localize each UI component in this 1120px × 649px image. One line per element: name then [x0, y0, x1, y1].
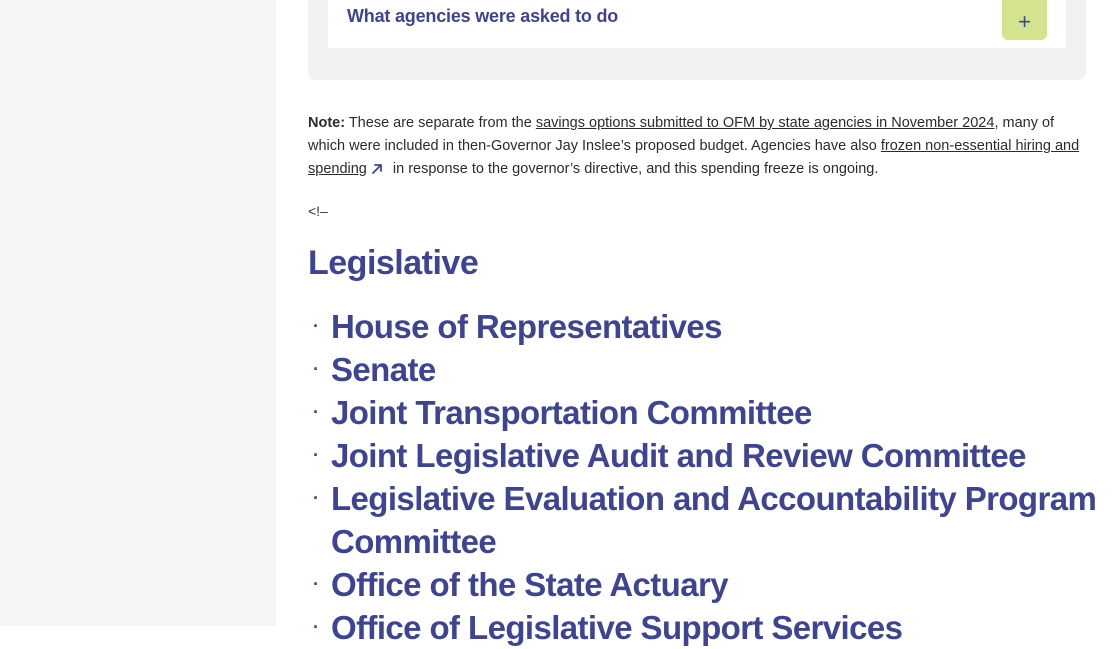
agency-item-jlarc — [308, 434, 1098, 477]
agency-item-leap — [308, 477, 1098, 563]
bullet: · — [313, 617, 319, 637]
agency-list — [308, 305, 1098, 649]
bullet: · — [313, 488, 319, 508]
accordion-title[interactable]: What agencies were asked to do — [347, 6, 619, 26]
comment-artifact: <!– — [308, 203, 328, 219]
accordion-panel — [308, 0, 1086, 80]
hiring-freeze-link[interactable]: frozen non-essential hiring and spending — [308, 138, 1080, 177]
agency-item-olss — [308, 606, 1098, 649]
agency-link[interactable]: Senate — [331, 351, 436, 388]
expand-button[interactable] — [1002, 0, 1047, 40]
legislative-heading: Legislative — [308, 244, 479, 282]
agency-link[interactable]: Office of Legislative Support Services — [331, 609, 903, 646]
main-content — [276, 0, 1120, 646]
bullet: · — [313, 402, 319, 422]
accordion-item[interactable] — [328, 0, 1066, 48]
bullet: · — [313, 359, 319, 379]
agency-link[interactable]: Joint Transportation Committee — [331, 394, 812, 431]
bullet: · — [313, 316, 319, 336]
agency-item-osa — [308, 563, 1098, 606]
agency-link[interactable]: House of Representatives — [331, 308, 722, 345]
external-link-icon[interactable] — [371, 163, 383, 175]
note-paragraph — [308, 112, 1088, 181]
agency-item-jtc — [308, 391, 1098, 434]
bullet: · — [313, 574, 319, 594]
note-text: These are separate from the — [345, 115, 536, 131]
plus-icon: + — [1018, 9, 1031, 34]
note-label: Note: — [308, 115, 346, 131]
bullet: · — [313, 445, 319, 465]
note-text: , many of which were included in then-Governor Jay Inslee’s proposed budget. Agencies have also — [308, 115, 1055, 154]
agency-item-house — [308, 305, 1098, 348]
note-text: in response to the governor’s directive, and this spending freeze is ongoing. — [388, 161, 879, 177]
agency-item-senate — [308, 348, 1098, 391]
agency-link[interactable]: Office of the State Actuary — [331, 566, 728, 603]
left-sidebar — [0, 0, 276, 626]
savings-options-link[interactable]: savings options submitted to OFM by state agencies in November 2024 — [535, 115, 995, 131]
agency-link[interactable]: Joint Legislative Audit and Review Committee — [331, 437, 1026, 474]
agency-link[interactable]: Legislative Evaluation and Accountability Program Committee — [331, 480, 1097, 560]
